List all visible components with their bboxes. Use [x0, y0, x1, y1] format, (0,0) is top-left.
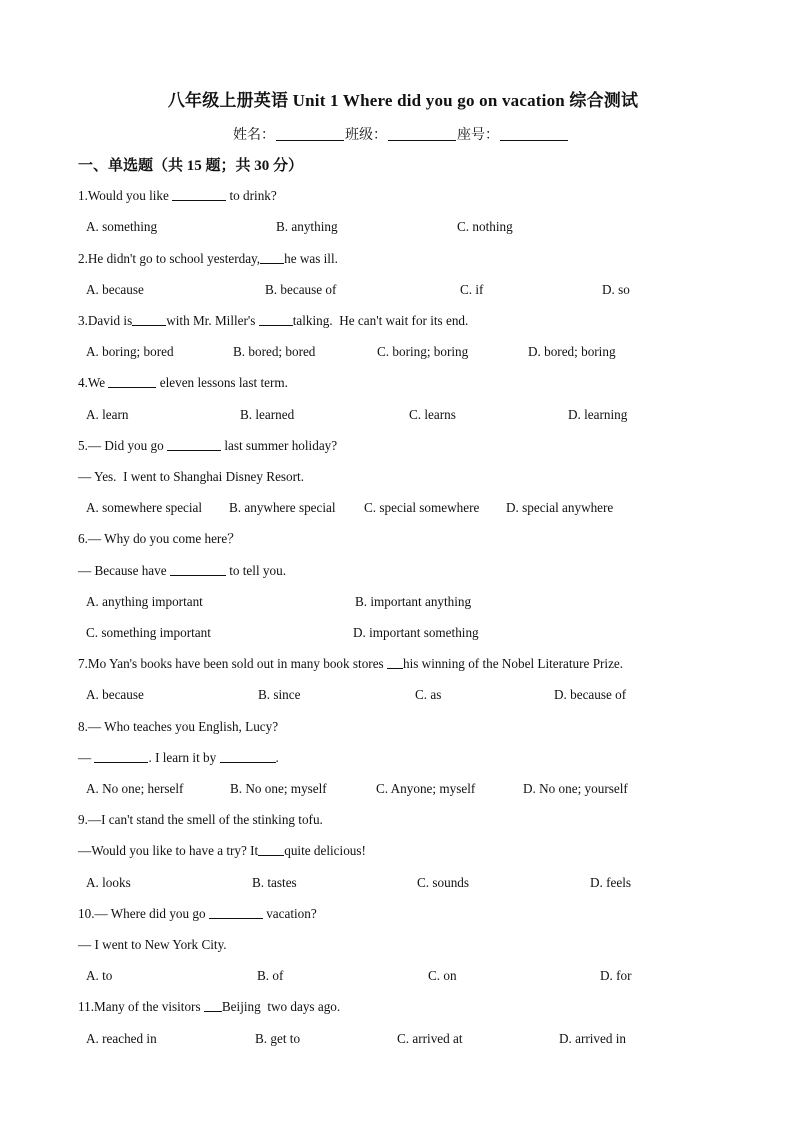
question-reply: [78, 750, 279, 766]
option-c[interactable]: C. Anyone; myself: [376, 781, 476, 796]
option-b[interactable]: B. anywhere special: [229, 500, 336, 515]
option-a[interactable]: A. somewhere special: [86, 500, 203, 515]
answer-blank: [258, 844, 284, 856]
seat-label: 座号：: [457, 128, 499, 143]
answer-blank: [204, 1000, 222, 1012]
option-a[interactable]: A. to: [86, 968, 113, 983]
question-stem: 9.—I can't stand the smell of the stinking tofu.: [78, 812, 323, 827]
option-a[interactable]: A. something: [86, 219, 158, 234]
question-text: —: [78, 750, 95, 765]
option-b[interactable]: B. of: [257, 968, 284, 983]
question-reply: [78, 843, 366, 859]
option-b[interactable]: B. important anything: [355, 594, 472, 609]
option-c[interactable]: C. something important: [86, 625, 211, 640]
question-reply: — Yes. I went to Shanghai Disney Resort.: [78, 469, 305, 484]
option-b[interactable]: B. because of: [265, 282, 337, 297]
answer-blank: [170, 564, 226, 576]
question-stem: [78, 906, 317, 922]
option-a[interactable]: A. boring; bored: [86, 344, 174, 359]
question-text: 11.Many of the visitors: [78, 999, 204, 1014]
answer-blank: [209, 907, 263, 919]
student-info-row: [0, 124, 794, 144]
option-a[interactable]: A. because: [86, 282, 144, 297]
option-c[interactable]: C. boring; boring: [377, 344, 469, 359]
option-c[interactable]: C. nothing: [457, 219, 513, 234]
option-c[interactable]: C. sounds: [417, 875, 470, 890]
question-text: 5.— Did you go: [78, 438, 168, 453]
option-d[interactable]: D. because of: [554, 687, 627, 702]
question-text: — Because have: [78, 563, 170, 578]
section-title: 一、单选题（共 15 题；共 30 分）: [78, 158, 304, 174]
seat-blank[interactable]: [500, 127, 568, 141]
option-d[interactable]: D. arrived in: [559, 1031, 627, 1046]
worksheet-title: 八年级上册英语 Unit 1 Where did you go on vacation 综合测试: [167, 91, 639, 110]
option-d[interactable]: D. so: [602, 282, 630, 297]
option-a[interactable]: A. anything important: [86, 594, 203, 609]
question-stem: [78, 251, 338, 267]
option-d[interactable]: D. special anywhere: [506, 500, 614, 515]
question-text: .: [275, 750, 279, 765]
answer-blank: [172, 189, 226, 201]
question-text: quite delicious!: [284, 843, 366, 858]
question-text: ？: [227, 531, 241, 546]
question-reply: [78, 563, 286, 579]
question-text: Beijing two days ago.: [221, 999, 341, 1014]
option-b[interactable]: B. No one; myself: [230, 781, 327, 796]
question-text: to drink?: [226, 188, 277, 203]
question-stem: [78, 188, 277, 204]
question-text: last summer holiday?: [221, 438, 338, 453]
class-blank[interactable]: [388, 127, 456, 141]
question-text: 4.We: [78, 375, 109, 390]
question-text: he was ill.: [284, 251, 338, 266]
option-c[interactable]: C. if: [460, 282, 484, 297]
answer-blank: [108, 376, 156, 388]
option-d[interactable]: D. for: [600, 968, 632, 983]
option-b[interactable]: B. tastes: [252, 875, 297, 890]
question-text: 6.— Why do you come here: [78, 531, 228, 546]
question-stem: [78, 999, 340, 1015]
question-stem: [78, 438, 337, 454]
class-label: 班级：: [345, 128, 387, 143]
answer-blank: [259, 314, 293, 326]
option-c[interactable]: C. as: [415, 687, 442, 702]
question-text: 2.He didn't go to school yesterday,: [78, 251, 261, 266]
question-text: to tell you.: [225, 563, 286, 578]
question-stem: 8.— Who teaches you English, Lucy?: [78, 719, 279, 734]
option-a[interactable]: A. learn: [86, 407, 129, 422]
option-d[interactable]: D. important something: [353, 625, 479, 640]
option-c[interactable]: C. on: [428, 968, 457, 983]
question-text: . I learn it by: [148, 750, 220, 765]
option-c[interactable]: C. learns: [409, 407, 456, 422]
question-text: 7.Mo Yan's books have been sold out in many book stores: [78, 656, 387, 671]
option-a[interactable]: A. No one; herself: [86, 781, 184, 796]
option-b[interactable]: B. get to: [255, 1031, 301, 1046]
option-d[interactable]: D. feels: [590, 875, 632, 890]
name-blank[interactable]: [276, 127, 344, 141]
option-a[interactable]: A. because: [86, 687, 144, 702]
option-c[interactable]: C. arrived at: [397, 1031, 463, 1046]
option-b[interactable]: B. learned: [240, 407, 295, 422]
option-d[interactable]: D. learning: [568, 407, 628, 422]
answer-blank: [260, 252, 284, 264]
question-text: vacation?: [262, 906, 317, 921]
answer-blank: [167, 439, 221, 451]
question-text: with Mr. Miller's: [166, 313, 259, 328]
question-text: 1.Would you like: [78, 188, 173, 203]
name-label: 姓名：: [233, 128, 275, 143]
question-stem: [78, 531, 240, 547]
question-text: talking. He can't wait for its end.: [292, 313, 469, 328]
question-stem: [78, 313, 468, 329]
answer-blank: [94, 751, 148, 763]
question-text: —Would you like to have a try? It: [78, 843, 259, 858]
question-text: his winning of the Nobel Literature Prize.: [402, 656, 624, 671]
question-reply: — I went to New York City.: [78, 937, 227, 952]
option-d[interactable]: D. bored; boring: [528, 344, 616, 359]
answer-blank: [220, 751, 276, 763]
option-c[interactable]: C. special somewhere: [364, 500, 480, 515]
option-a[interactable]: A. reached in: [86, 1031, 157, 1046]
question-text: eleven lessons last term.: [156, 375, 288, 390]
question-text: 10.— Where did you go: [78, 906, 209, 921]
option-d[interactable]: D. No one; yourself: [523, 781, 628, 796]
answer-blank: [132, 314, 166, 326]
question-stem: [78, 656, 623, 672]
option-b[interactable]: B. anything: [276, 219, 338, 234]
option-b[interactable]: B. since: [258, 687, 301, 702]
option-a[interactable]: A. looks: [86, 875, 131, 890]
option-b[interactable]: B. bored; bored: [233, 344, 316, 359]
question-stem: [78, 375, 288, 391]
question-text: 3.David is: [78, 313, 133, 328]
answer-blank: [387, 657, 403, 669]
